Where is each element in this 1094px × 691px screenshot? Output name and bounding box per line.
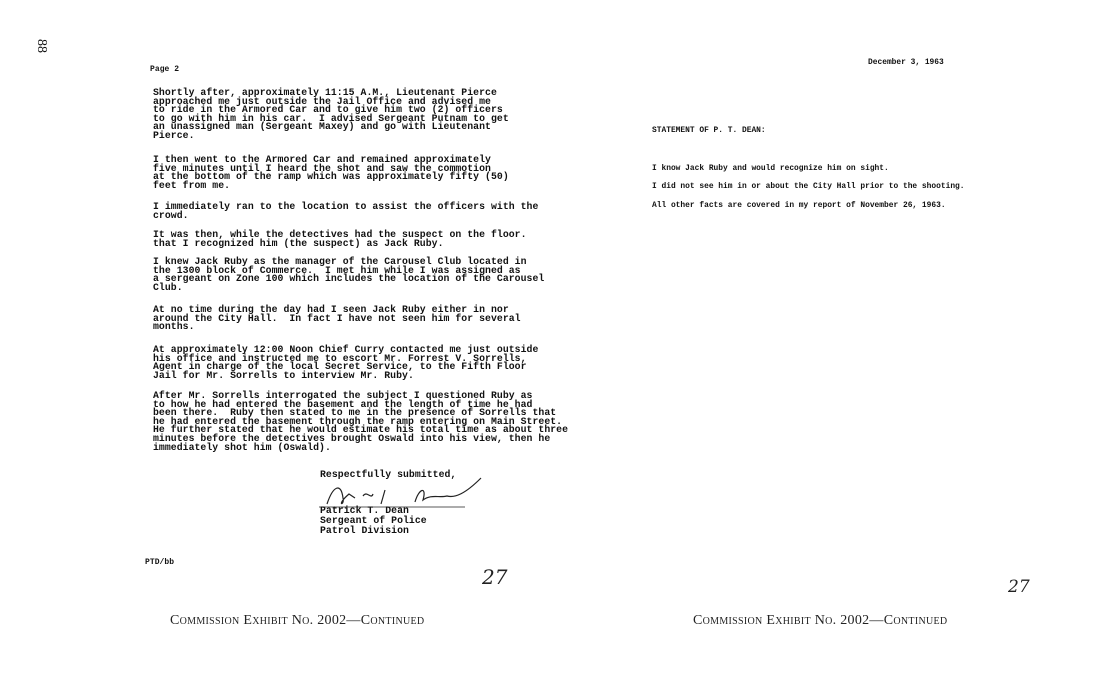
handwritten-number: 27 <box>482 565 508 589</box>
signer-name: Patrick T. Dean <box>320 505 409 516</box>
statement-line: I know Jack Ruby and would recognize him on sight. <box>652 164 889 173</box>
paragraph: Shortly after, approximately 11:15 A.M., Lieutenant Pierce approached me just outside the Jail Office and advised me to ride in the Armored Car and to give him two (2) officers to go with him in his car. I advised Sergeant Putnam to get an unassigned man (Sergeant Maxey) and go with Lieutenant Pierce. <box>153 87 509 141</box>
exhibit-footer: Commission Exhibit No. 2002—Continued <box>170 613 425 628</box>
paragraph: After Mr. Sorrells interrogated the subject I questioned Ruby as to how he had entered the basement and the length of time he had been there. Ruby then stated to me in the presence of Sorrells that he had entered the basement through the ramp entering on Main Street. He further stated that he would estimate his total time as about three minutes before the detectives brought Oswald into his view, then he immediately shot him (Oswald). <box>153 390 569 453</box>
paragraph: It was then, while the detectives had the suspect on the floor. that I recognized him (the suspect) as Jack Ruby. <box>153 229 527 249</box>
initials: PTD/bb <box>145 558 175 567</box>
signer-division: Patrol Division <box>320 525 409 536</box>
paragraph: I knew Jack Ruby as the manager of the Carousel Club located in the 1300 block of Commerce. I met him while I was assigned as a sergeant on Zone 100 which includes the location of the Carousel Club. <box>153 256 545 293</box>
statement-line: All other facts are covered in my report of November 26, 1963. <box>652 201 946 210</box>
paragraph: At no time during the day had I seen Jack Ruby either in nor around the City Hall. In fact I have not seen him for several months. <box>153 304 521 333</box>
statement-line: I did not see him in or about the City Hall prior to the shooting. <box>652 182 965 191</box>
paragraph: At approximately 12:00 Noon Chief Curry contacted me just outside his office and instructed me to escort Mr. Forrest V. Sorrells, Agent in charge of the local Secret Service, to the Fifth Floor Jail for Mr. Sorrells to interview Mr. Ruby. <box>153 344 539 381</box>
date: December 3, 1963 <box>868 58 944 67</box>
handwritten-number: 27 <box>1008 577 1030 597</box>
paragraph: I then went to the Armored Car and remained approximately five minutes until I heard the shot and saw the commotion at the bottom of the ramp which was approximately fifty (50) feet from me. <box>153 154 509 191</box>
paragraph: I immediately ran to the location to assist the officers with the crowd. <box>153 201 539 221</box>
exhibit-footer: Commission Exhibit No. 2002—Continued <box>693 613 948 628</box>
statement-title: STATEMENT OF P. T. DEAN: <box>652 126 766 135</box>
closing: Respectfully submitted, <box>320 469 457 480</box>
page-number: 88 <box>34 39 49 53</box>
signer-rank: Sergeant of Police <box>320 515 427 526</box>
page-header: Page 2 <box>150 65 180 74</box>
